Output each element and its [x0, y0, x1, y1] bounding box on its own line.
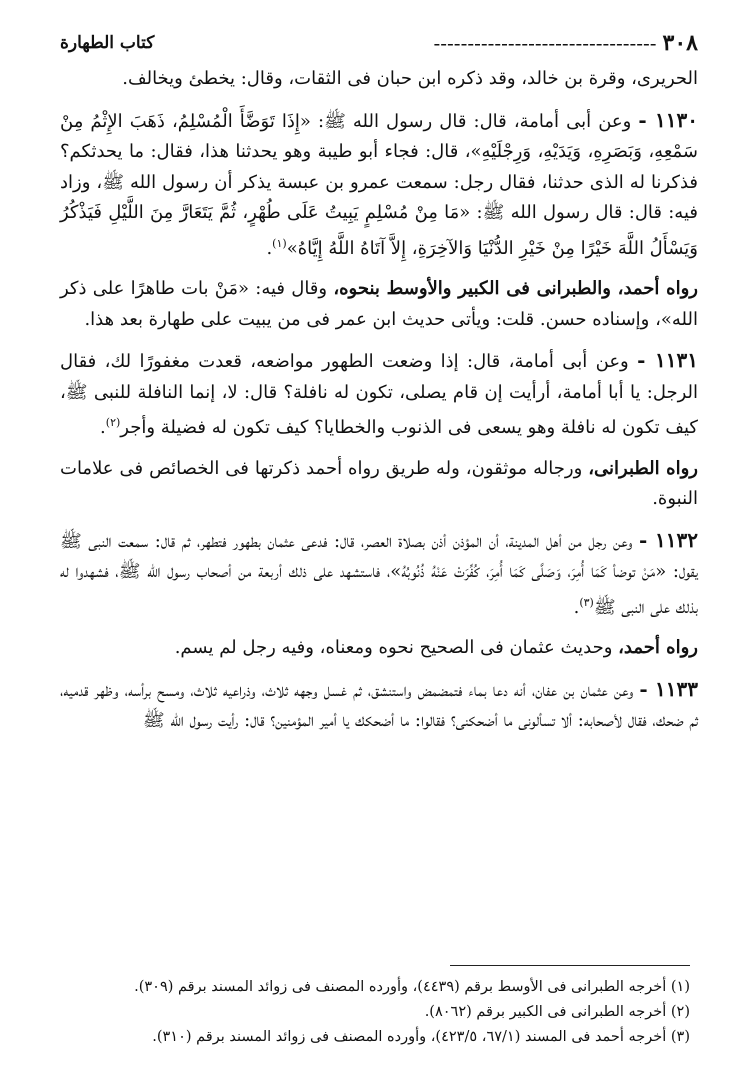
- footnote-2: (٢) أخرجه الطبرانى فى الكبير برقم (٨٠٦٢).: [424, 1004, 690, 1020]
- hadith-text: وعن رجل من أهل المدينة، أن المؤذن أذن بصلاة العصر، قال: فدعى عثمان بطهور فتطهر، ثم قال: سمعت النبى ﷺ يقول: «مَنْ توضأ كَمَا أُمِرَ، وَصَلَّى كَمَا أُمِرَ، كُفِّرَتْ عَنْهُ ذُنُوبُهُ»، فاستشهد على ذلك أربعة من أصحاب رسول الله ﷺ، فشهدوا له بذلك على النبى ﷺ: [60, 530, 699, 618]
- footnotes: [60, 975, 690, 1050]
- takhrij-lead: رواه أحمد،: [618, 637, 698, 658]
- footnote-ref: (٢): [105, 416, 121, 429]
- hadith-1131: ١١٣١ - وعن أبى أمامة، قال: إذا وضعت الطهور مواضعه، قعدت مغفورًا لك، فقال الرجل: يا أبا أمامة، أرأيت إن قام يصلى، تكون له نافلة؟ قال: لا، إنما النافلة للنبى ﷺ، كيف تكون له نافلة وهو يسعى فى الذنوب والخطايا؟ كيف تكون له فضيلة وأجر$^{(٢)}$.: [60, 348, 699, 438]
- hadith-number: ١١٣٢ -: [638, 527, 699, 552]
- takhrij-lead: رواه الطبرانى،: [588, 457, 698, 479]
- paragraph-text: الحريرى، وقرة بن خالد، وقد ذكره ابن حبان فى الثقات، وقال: يخطئ ويخالف.: [122, 68, 698, 89]
- takhrij-text: وحديث عثمان فى الصحيح نحوه ومعناه، وفيه رجل لم يسم.: [174, 637, 619, 658]
- footnote-ref: (٣): [579, 595, 594, 609]
- footnote-3: (٣) أخرجه أحمد فى المسند (٦٧/١، ٤٢٣/٥)، وأورده المصنف فى زوائد المسند برقم (٣١٠).: [152, 1029, 690, 1045]
- footnote-ref: (١): [272, 236, 287, 250]
- hadith-number: ١١٣٣ -: [639, 676, 699, 701]
- paragraph-continuation: [60, 64, 698, 95]
- hadith-1132: ١١٣٢ - وعن رجل من أهل المدينة، أن المؤذن أذن بصلاة العصر، قال: فدعى عثمان بطهور فتطهر، ثم قال: سمعت النبى ﷺ يقول: «مَنْ توضأ كَمَا أُمِرَ، وَصَلَّى كَمَا أُمِرَ، كُفِّرَتْ عَنْهُ ذُنُوبُهُ»، فاستشهد على ذلك أربعة من أصحاب رسول الله ﷺ، فشهدوا له بذلك على النبى ﷺ$^{(٣)}$.: [60, 527, 699, 618]
- takhrij-text: ورجاله موثقون، وله طريق رواه أحمد ذكرتها فى الخصائص فى علامات النبوة.: [60, 457, 698, 509]
- hadith-text: وعن أبى أمامة، قال: إذا وضعت الطهور مواضعه، قعدت مغفورًا لك، فقال الرجل: يا أبا أمامة، أرأيت إن قام يصلى، تكون له نافلة؟ قال: لا، إنما النافلة للنبى ﷺ، كيف تكون له نافلة وهو يسعى فى الذنوب والخطايا؟ كيف تكون له فضيلة وأجر: [60, 351, 698, 438]
- header-dashes: ---------------------------------: [433, 31, 657, 55]
- hadith-1133: [60, 674, 698, 737]
- page-number: ٣٠٨: [662, 30, 698, 56]
- takhrij-1132: [60, 633, 698, 664]
- chapter-title: كتاب الطهارة: [60, 33, 155, 53]
- hadith-1130: ١١٣٠ - وعن أبى أمامة، قال: قال رسول الله ﷺ: «إِذَا تَوَضَّأَ الْمُسْلِمُ، ذَهَبَ الإِثْمُ مِنْ سَمْعِهِ، وَبَصَرِهِ، وَيَدَيْهِ، وَرِجْلَيْهِ»، قال: فجاء أبو طيبة وهو يحدثنا هذا، فقال: ما يحدثكم؟ فذكرنا له الذى حدثنا، فقال رجل: سمعت عمرو بن عبسة يذكر أن رسول الله ﷺ، وزاد فيه: قال: قال رسول الله ﷺ: «مَا مِنْ مُسْلِمٍ يَبِيتُ عَلَى طُهْرٍ، ثُمَّ يَتَعَارَّ مِنَ اللَّيْلِ فَيَذْكُرُ وَيَسْأَلُ اللَّهَ خَيْرًا مِنْ خَيْرِ الدُّنْيَا وَالآخِرَةِ، إِلاَّ آتَاهُ اللَّهُ إِيَّاهُ»$^{(١)}$.: [60, 107, 698, 259]
- footnote-1: (١) أخرجه الطبرانى فى الأوسط برقم (٤٤٣٩)، وأورده المصنف فى زوائد المسند برقم (٣٠٩).: [134, 979, 690, 995]
- hadith-text: وعن عثمان بن عفان، أنه دعا بماء فتمضمض واستنشق، ثم غسل وجهه ثلاث، وذراعيه ثلاث، ومسح برأسه، وظهر قدميه، ثم ضحك، فقال لأصحابه: ألا تسألونى ما أضحكنى؟ فقالوا: ما أضحكك يا أمير المؤمنين؟ قال: رأيت رسول الله ﷺ: [60, 679, 698, 731]
- takhrij-1131: [60, 454, 698, 515]
- takhrij-1130: [60, 274, 698, 335]
- hadith-number: ١١٣١ -: [637, 348, 699, 372]
- page-header: [60, 30, 698, 56]
- footnote-separator: [450, 965, 690, 966]
- hadith-text: وعن أبى أمامة، قال: قال رسول الله ﷺ: «إِذَا تَوَضَّأَ الْمُسْلِمُ، ذَهَبَ الإِثْمُ مِنْ سَمْعِهِ، وَبَصَرِهِ، وَيَدَيْهِ، وَرِجْلَيْهِ»، قال: فجاء أبو طيبة وهو يحدثنا هذا، فقال: ما يحدثكم؟ فذكرنا له الذى حدثنا، فقال رجل: سمعت عمرو بن عبسة يذكر أن رسول الله ﷺ، وزاد فيه: قال: قال رسول الله ﷺ: «مَا مِنْ مُسْلِمٍ يَبِيتُ عَلَى طُهْرٍ، ثُمَّ يَتَعَارَّ مِنَ اللَّيْلِ فَيَذْكُرُ وَيَسْأَلُ اللَّهَ خَيْرًا مِنْ خَيْرِ الدُّنْيَا وَالآخِرَةِ، إِلاَّ آتَاهُ اللَّهُ إِيَّاهُ»: [60, 110, 698, 259]
- takhrij-lead: رواه أحمد، والطبرانى فى الكبير والأوسط بنحوه،: [333, 278, 698, 299]
- hadith-number: ١١٣٠ -: [638, 107, 698, 132]
- takhrij-text: وقال فيه: «مَنْ بات طاهرًا على ذكر الله»، وإسناده حسن. قلت: ويأتى حديث ابن عمر فى من يبيت على طهارة بعد هذا.: [60, 278, 698, 330]
